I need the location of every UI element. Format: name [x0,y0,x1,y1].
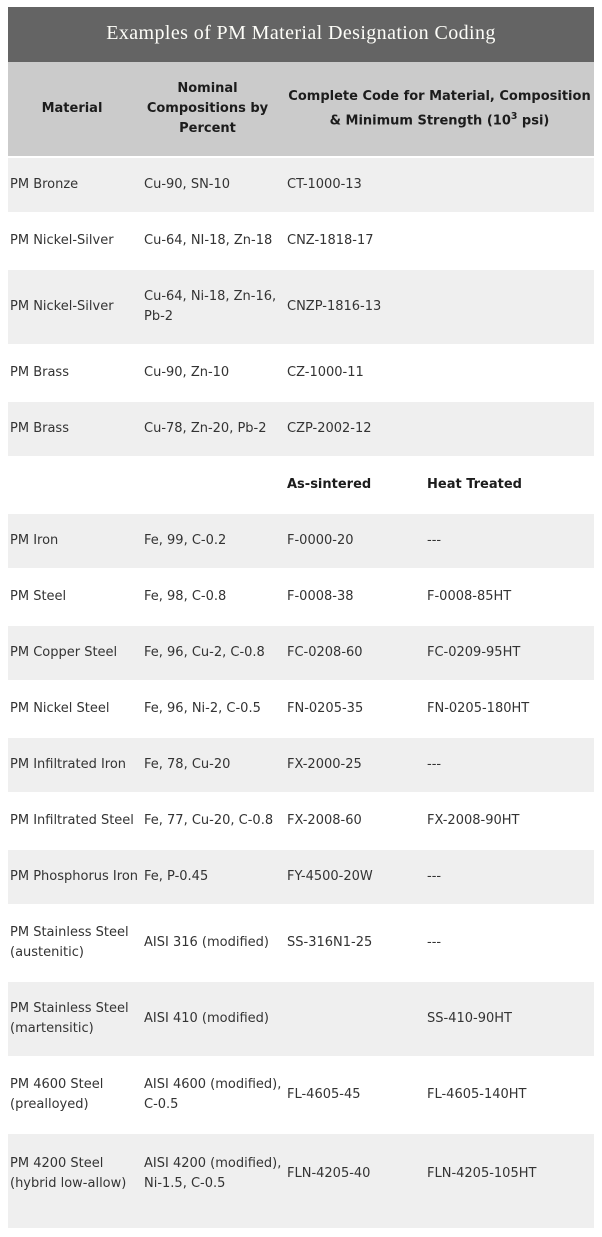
heat-treated-cell [425,401,594,457]
material-cell: PM Nickel Steel [8,681,142,737]
table-header [8,62,594,157]
subheader-composition-cell [142,457,285,513]
table-row [8,345,594,401]
as-sintered-cell: SS-316N1-25 [285,905,425,981]
material-cell: PM Bronze [8,157,142,213]
heat-treated-cell: FL-4605-140HT [425,1057,594,1133]
as-sintered-cell: FY-4500-20W [285,849,425,905]
as-sintered-cell: FL-4605-45 [285,1057,425,1133]
subheader-material-cell [8,457,142,513]
heat-treated-cell [425,269,594,345]
material-cell: PM Phosphorus Iron [8,849,142,905]
as-sintered-cell [285,981,425,1057]
heat-treated-cell: F-0008-85HT [425,569,594,625]
table-title-bar [8,7,594,62]
as-sintered-cell: F-0000-20 [285,513,425,569]
heat-treated-cell: FLN-4205-105HT [425,1133,594,1229]
table-row [8,905,594,981]
as-sintered-cell: CNZP-1816-13 [285,269,425,345]
material-cell: PM Brass [8,401,142,457]
as-sintered-cell: FX-2008-60 [285,793,425,849]
composition-cell: Cu-64, Ni-18, Zn-16, Pb-2 [142,269,285,345]
table-row [8,569,594,625]
material-cell: PM 4200 Steel (hybrid low-allow) [8,1133,142,1229]
composition-cell: AISI 410 (modified) [142,981,285,1057]
composition-cell: Fe, 78, Cu-20 [142,737,285,793]
heat-treated-cell: --- [425,905,594,981]
table-row [8,1057,594,1133]
material-cell: PM 4600 Steel (prealloyed) [8,1057,142,1133]
composition-cell: AISI 4200 (modified), Ni-1.5, C-0.5 [142,1133,285,1229]
composition-cell: AISI 4600 (modified), C-0.5 [142,1057,285,1133]
material-cell: PM Iron [8,513,142,569]
column-header-composition: Nominal Compositions by Percent [142,62,285,157]
material-cell: PM Brass [8,345,142,401]
composition-cell: Fe, 96, Ni-2, C-0.5 [142,681,285,737]
composition-cell: Fe, 98, C-0.8 [142,569,285,625]
column-header-code-superscript: 3 [510,110,518,122]
pm-designation-coding-table [8,62,594,1230]
as-sintered-cell: FN-0205-35 [285,681,425,737]
heat-treated-cell [425,345,594,401]
heat-treated-cell: FC-0209-95HT [425,625,594,681]
composition-cell: Fe, P-0.45 [142,849,285,905]
table-row [8,213,594,269]
table-row [8,269,594,345]
material-cell: PM Nickel-Silver [8,213,142,269]
material-cell: PM Stainless Steel (austenitic) [8,905,142,981]
material-cell: PM Infiltrated Steel [8,793,142,849]
composition-cell: Fe, 99, C-0.2 [142,513,285,569]
as-sintered-cell: FLN-4205-40 [285,1133,425,1229]
column-header-complete-code [285,62,594,157]
composition-cell: Fe, 77, Cu-20, C-0.8 [142,793,285,849]
column-header-material: Material [8,62,142,157]
table-body [8,157,594,1229]
material-cell: PM Copper Steel [8,625,142,681]
heat-treated-cell: --- [425,513,594,569]
material-cell: PM Infiltrated Iron [8,737,142,793]
subheader-as-sintered-cell: As-sintered [285,457,425,513]
composition-cell: Cu-90, SN-10 [142,157,285,213]
table-row [8,793,594,849]
table-row [8,849,594,905]
table-row [8,401,594,457]
page-title: Examples of PM Material Designation Coding [106,22,496,44]
table-subheader-row [8,457,594,513]
composition-cell: Cu-64, NI-18, Zn-18 [142,213,285,269]
heat-treated-cell [425,157,594,213]
heat-treated-cell: --- [425,737,594,793]
heat-treated-cell [425,213,594,269]
as-sintered-cell: CNZ-1818-17 [285,213,425,269]
as-sintered-cell: CZ-1000-11 [285,345,425,401]
heat-treated-cell: SS-410-90HT [425,981,594,1057]
table-column-header-row [8,62,594,157]
as-sintered-cell: F-0008-38 [285,569,425,625]
composition-cell: AISI 316 (modified) [142,905,285,981]
as-sintered-cell: CZP-2002-12 [285,401,425,457]
table-row [8,513,594,569]
table-row [8,981,594,1057]
material-cell: PM Stainless Steel (martensitic) [8,981,142,1057]
subheader-heat-treated-cell: Heat Treated [425,457,594,513]
table-row [8,737,594,793]
table-row [8,157,594,213]
composition-cell: Cu-90, Zn-10 [142,345,285,401]
composition-cell: Cu-78, Zn-20, Pb-2 [142,401,285,457]
material-cell: PM Nickel-Silver [8,269,142,345]
as-sintered-cell: CT-1000-13 [285,157,425,213]
column-header-code-text: Complete Code for Material, Composition & Minimum Strength (10 [288,88,591,129]
as-sintered-cell: FX-2000-25 [285,737,425,793]
heat-treated-cell: --- [425,849,594,905]
composition-cell: Fe, 96, Cu-2, C-0.8 [142,625,285,681]
material-cell: PM Steel [8,569,142,625]
table-row [8,681,594,737]
heat-treated-cell: FN-0205-180HT [425,681,594,737]
table-row [8,1133,594,1229]
table-row [8,625,594,681]
as-sintered-cell: FC-0208-60 [285,625,425,681]
heat-treated-cell: FX-2008-90HT [425,793,594,849]
column-header-code-unit: psi) [517,113,550,129]
